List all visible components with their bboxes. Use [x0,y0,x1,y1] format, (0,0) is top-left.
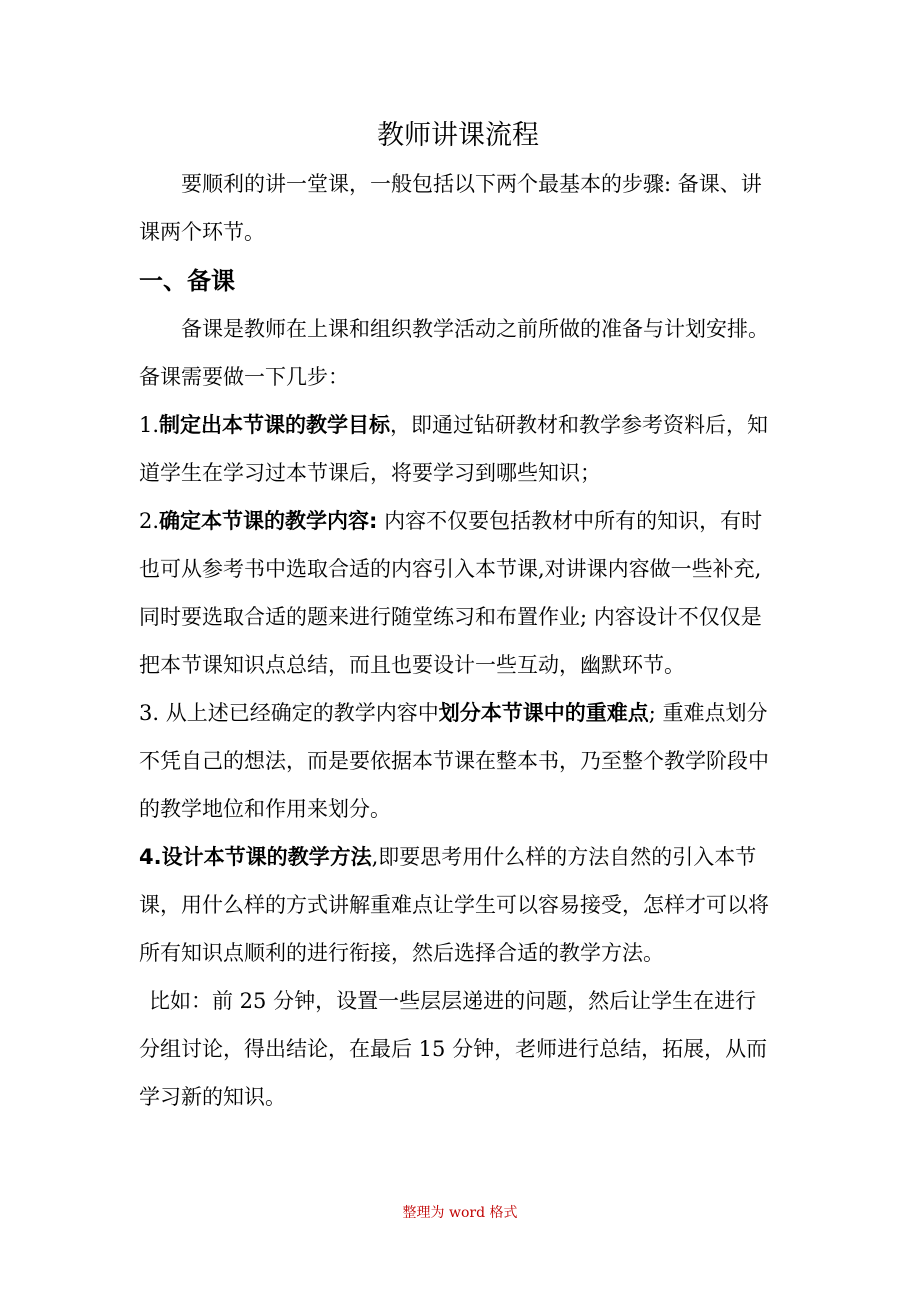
step-4-rest: ,即要思考用什么样的方法自然的引入本节 [371,845,757,869]
step-3-line-1 [139,689,789,737]
section-desc-line-2: 备课需要做一下几步： [139,365,349,389]
step-3-pre: 从上述已经确定的教学内容中 [159,701,439,725]
step-1-line-2: 道学生在学习过本节课后，将要学习到哪些知识； [139,461,601,485]
step-3-rest: ; 重难点划分 [648,701,768,725]
example-line-2: 分组讨论，得出结论，在最后 15 分钟，老师进行总结，拓展，从而 [139,1037,768,1061]
step-2-line-1 [139,497,789,545]
step-2-line-3: 同时要选取合适的题来进行随堂练习和布置作业; 内容设计不仅仅是 [139,605,762,629]
intro-line-1: 要顺利的讲一堂课，一般包括以下两个最基本的步骤: 备课、讲 [181,172,762,196]
step-2-bold: 确定本节课的教学内容: [159,509,378,533]
step-1-rest: ，即通过钻研教材和教学参考资料后，知 [390,413,769,437]
document-title: 教师讲课流程 [377,120,539,151]
step-1-bold: 制定出本节课的教学目标 [159,413,391,437]
footer-note: 整理为 word 格式 [402,1205,518,1221]
section-desc-line-1: 备课是教师在上课和组织教学活动之前所做的准备与计划安排。 [181,317,769,341]
step-2-line-2: 也可从参考书中选取合适的内容引入本节课,对讲课内容做一些补充, [139,557,762,581]
step-2-rest: 内容不仅要包括教材中所有的知识，有时 [377,509,763,533]
step-4-number: 4. [139,845,162,869]
step-1-line-1 [139,401,789,449]
step-3-line-2: 不凭自己的想法，而是要依据本节课在整本书，乃至整个教学阶段中 [139,749,769,773]
step-3-number: 3. [139,701,160,725]
intro-line-2: 课两个环节。 [139,220,265,244]
step-3-line-3: 的教学地位和作用来划分。 [139,797,391,821]
step-4-bold: 设计本节课的教学方法 [161,845,372,869]
section-heading: 一、备课 [139,267,235,295]
step-2-line-4: 把本节课知识点总结，而且也要设计一些互动，幽默环节。 [139,653,685,677]
example-line-1: 比如：前 25 分钟，设置一些层层递进的问题，然后让学生在进行 [149,989,757,1013]
step-2-number: 2. [139,509,160,533]
step-4-line-1 [139,833,789,881]
step-1-number: 1. [139,413,160,437]
example-line-3: 学习新的知识。 [139,1085,286,1109]
step-4-line-2: 课，用什么样的方式讲解重难点让学生可以容易接受，怎样才可以将 [139,893,769,917]
step-3-bold: 划分本节课中的重难点 [438,701,649,725]
step-4-line-3: 所有知识点顺利的进行衔接，然后选择合适的教学方法。 [139,941,664,965]
